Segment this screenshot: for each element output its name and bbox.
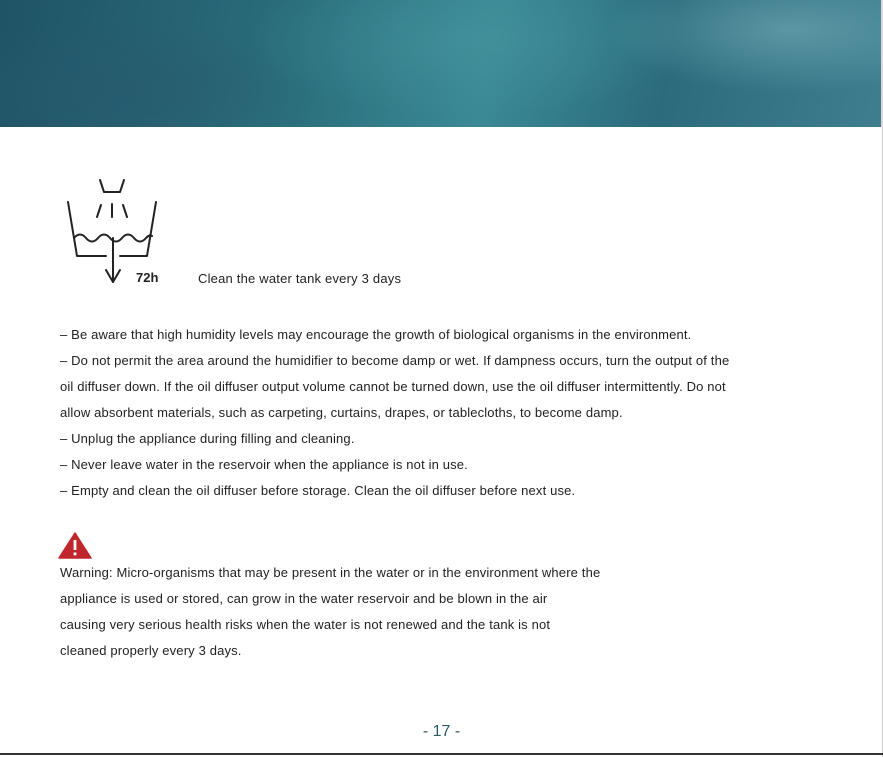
warning-line: causing very serious health risks when the water is not renewed and the tank is not — [60, 617, 551, 632]
instruction-line: – Never leave water in the reservoir when the appliance is not in use. — [60, 457, 468, 472]
safety-instructions — [60, 322, 800, 504]
warning-line: appliance is used or stored, can grow in the water reservoir and be blown in the air — [60, 591, 548, 606]
warning-triangle-icon — [58, 532, 92, 559]
instruction-line: – Unplug the appliance during filling and cleaning. — [60, 431, 355, 446]
instruction-line: – Be aware that high humidity levels may encourage the growth of biological organisms in the environment. — [60, 327, 692, 342]
header-banner — [0, 0, 883, 127]
bottom-rule — [0, 753, 883, 755]
clean-tank-caption: Clean the water tank every 3 days — [198, 271, 402, 286]
warning-line: Warning: Micro-organisms that may be present in the water or in the environment where the — [60, 565, 601, 580]
instruction-line: – Do not permit the area around the humidifier to become damp or wet. If dampness occurs, turn the output of the — [60, 353, 730, 368]
instruction-line: allow absorbent materials, such as carpeting, curtains, drapes, or tablecloths, to become damp. — [60, 405, 623, 420]
page-number: - 17 - — [422, 723, 461, 740]
instruction-line: oil diffuser down. If the oil diffuser output volume cannot be turned down, use the oil diffuser intermittently. Do not — [60, 379, 726, 394]
warning-line: cleaned properly every 3 days. — [60, 643, 242, 658]
instruction-line: – Empty and clean the oil diffuser before storage. Clean the oil diffuser before next use. — [60, 483, 576, 498]
hours-label: 72h — [136, 270, 159, 285]
warning-text — [60, 560, 680, 664]
